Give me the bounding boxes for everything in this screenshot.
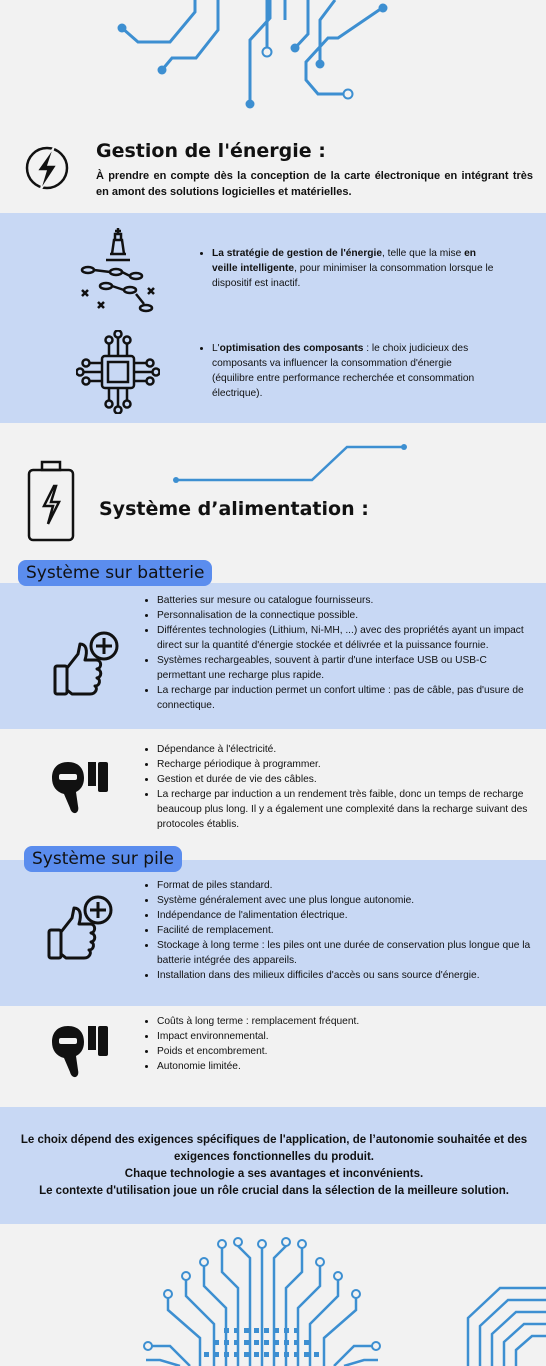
list-item: • Systèmes rechargeables, souvent à partir d'une interface USB ou USB-C permettant une recharge plus rapide. — [157, 653, 535, 683]
conclusion-line-2: Chaque technologie a ses avantages et inconvénients. — [124, 1168, 424, 1180]
list-item: • Format de piles standard. — [157, 878, 541, 893]
list-item: • Système généralement avec une plus longue autonomie. — [157, 893, 541, 908]
conclusion-line-1: Le choix dépend des exigences spécifiques de l'application, de l’autonomie souhaitée et des exigences fonctionnelles du produit. — [20, 1134, 528, 1163]
list-item: • Dépendance à l'électricité. — [157, 742, 535, 757]
list-item: • Indépendance de l'alimentation électrique. — [157, 908, 541, 923]
list-item: • Poids et encombrement. — [157, 1044, 535, 1059]
battery-cons-list — [141, 742, 535, 832]
thumbs-down-minus-icon — [50, 760, 110, 816]
energy-title: Gestion de l'énergie : — [96, 140, 326, 162]
list-item: • Installation dans des milieux difficiles d'accès ou sans source d'énergie. — [157, 968, 541, 983]
list-item: • La recharge par induction permet un confort ultime : pas de câble, pas d'usure de connectique. — [157, 683, 535, 713]
microchip-icon — [76, 330, 160, 414]
list-item: • Facilité de remplacement. — [157, 923, 541, 938]
cell-label: Système sur pile — [24, 846, 182, 872]
list-item: • Autonomie limitée. — [157, 1059, 535, 1074]
energy-intro: À prendre en compte dès la conception de la carte électronique en intégrant très en amont des solutions logicielles et matérielles. — [96, 170, 533, 198]
list-item: • Coûts à long terme : remplacement fréquent. — [157, 1014, 535, 1029]
list-item: • Recharge périodique à programmer. — [157, 757, 535, 772]
list-item: • Gestion et durée de vie des câbles. — [157, 772, 535, 787]
power-title: Système d’alimentation : — [99, 498, 369, 520]
circuit-chip-decoration-icon — [0, 1228, 546, 1366]
list-item: • La recharge par induction a un rendement très faible, donc un temps de recharge beaucoup plus long. Il y a également une complexité dans la recharge suivant des protocoles établis. — [157, 787, 535, 832]
conclusion — [10, 1132, 538, 1200]
conclusion-line-3: Le contexte d'utilisation joue un rôle crucial dans la sélection de la meilleure solution. — [39, 1185, 509, 1197]
strategy-text: • La stratégie de gestion de l'énergie, telle que la mise en veille intelligente, pour minimiser la consommation lorsque le dispositif est inactif. — [196, 246, 496, 291]
thumbs-up-plus-icon — [52, 630, 122, 700]
thumbs-up-plus-icon — [46, 894, 116, 964]
cell-cons-list — [141, 1014, 535, 1074]
battery-pros-list — [141, 593, 535, 713]
list-item: • Différentes technologies (Lithium, Ni-MH, ...) avec des propriétés ayant un impact direct sur la quantité d'énergie stockée et délivrée et la puissance fournie. — [157, 623, 535, 653]
circuit-lines-icon — [110, 0, 410, 112]
circuit-line-icon — [172, 442, 408, 484]
list-item: • Personnalisation de la connectique possible. — [157, 608, 535, 623]
cell-pros-list — [141, 878, 541, 983]
lightning-icon — [24, 144, 70, 194]
list-item: • Stockage à long terme : les piles ont une durée de conservation plus longue que la batterie intégrée des appareils. — [157, 938, 541, 968]
battery-icon — [26, 460, 76, 544]
strategy-chess-icon — [78, 228, 158, 314]
list-item: • Batteries sur mesure ou catalogue fournisseurs. — [157, 593, 535, 608]
battery-label: Système sur batterie — [18, 560, 212, 586]
optim-text: • L'optimisation des composants : le choix judicieux des composants va influencer la consommation d'énergie (équilibre entre performance recherchée et consommation électrique). — [196, 341, 496, 401]
list-item: • Impact environnemental. — [157, 1029, 535, 1044]
thumbs-down-minus-icon — [50, 1024, 110, 1080]
